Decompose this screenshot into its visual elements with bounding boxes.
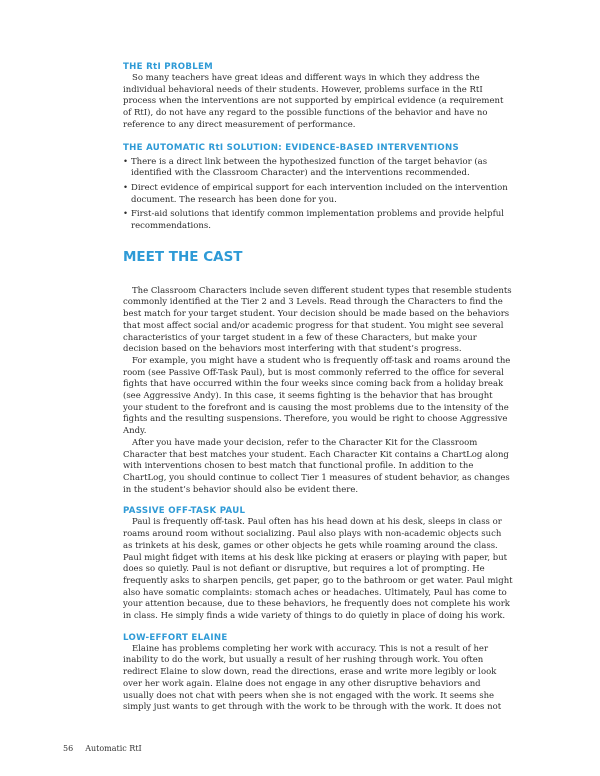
cast-paragraph: For example, you might have a student who is frequently off-task and roams around the room (see Passive Off-Task Paul), but is most commonly referred to the office for several fights that have occurred within the four weeks since coming back from a holiday break (see Aggressive Andy). In this case, it seems fighting is the behavior that has brought your student to the forefront and is causing the most problems due to the intensity of the fights and the resulting suspensions. Therefore, you would be right to choose Aggressive Andy. <box>123 355 511 437</box>
bullet-icon: • <box>123 156 129 167</box>
elaine-section <box>123 633 513 714</box>
meet-the-cast-heading: MEET THE CAST <box>123 248 243 265</box>
paul-heading: PASSIVE OFF-TASK PAUL <box>123 506 246 517</box>
paul-body: Paul is frequently off-task. Paul often has his head down at his desk, sleeps in class or roams around room without socializing. Paul also plays with non-academic objects such as trinkets at his desk, games or other objects he gets while roaming around the class. Paul might fidget with items at his desk like picking at erasers or playing with paper, but does so quietly. Paul is not defiant or disruptive, but requires a lot of prompting. He frequently asks to sharpen pencils, get paper, go to the bathroom or get water. Paul might also have somatic complaints: stomach aches or headaches. Ultimately, Paul has come to your attention because, due to these behaviors, he frequently does not complete his work in class. He simply finds a wide variety of things to do quietly in place of doing his work. <box>123 517 513 622</box>
page-content <box>123 62 513 714</box>
elaine-heading: LOW-EFFORT ELAINE <box>123 632 228 643</box>
rti-problem-heading: THE RtI PROBLEM <box>123 62 214 72</box>
list-item: • Direct evidence of empirical support for each intervention included on the intervention document. The research has been done for you. <box>123 182 508 205</box>
cast-paragraph: After you have made your decision, refer to the Character Kit for the Classroom Character that best matches your student. Each Character Kit contains a ChartLog along with interventions chosen to best match that functional profile. In addition to the ChartLog, you should continue to collect Tier 1 measures of student behavior, as changes in the student’s behavior should also be evident there. <box>123 437 510 495</box>
cast-paragraph: The Classroom Characters include seven different student types that resemble students commonly identified at the Tier 2 and 3 Levels. Read through the Characters to find the best match for your target student. Your decision should be made based on the behaviors that most affect social and/or academic progress for that student. You might see several characteristics of your target student in a few of these Characters, but make your decision based on the behaviors most interfering with that student’s progress. <box>123 285 512 355</box>
rti-solution-list <box>123 157 513 233</box>
list-item: • First-aid solutions that identify common implementation problems and provide helpful recommendations. <box>123 209 504 232</box>
list-item: • There is a direct link between the hypothesized function of the target behavior (as identified with the Classroom Character) and the interventions recommended. <box>123 156 488 179</box>
rti-problem-section <box>123 62 513 132</box>
bullet-icon: • <box>123 182 129 193</box>
page-number: 56 <box>63 744 74 753</box>
paul-section <box>123 506 513 622</box>
rti-solution-heading: THE AUTOMATIC RtI SOLUTION: EVIDENCE-BASED INTERVENTIONS <box>123 142 459 153</box>
rti-problem-body: So many teachers have great ideas and different ways in which they address the individual behavioral needs of their students. However, problems surface in the RtI process when the interventions are not supported by empirical evidence (a requirement of RtI), do not have any regard to the possible functions of the behavior and have no reference to any direct measurement of performance. <box>123 73 504 130</box>
meet-the-cast-section <box>123 286 513 497</box>
rti-solution-section <box>123 143 513 233</box>
book-title: Automatic RtI <box>85 744 142 753</box>
bullet-icon: • <box>123 209 129 220</box>
page-footer <box>63 744 142 753</box>
elaine-body: Elaine has problems completing her work with accuracy. This is not a result of her inability to do the work, but usually a result of her rushing through work. You often redirect Elaine to slow down, read the directions, erase and write more legibly or look over her work again. Elaine does not engage in any other disruptive behaviors and usually does not chat with peers when she is not engaged with the work. It seems she simply just wants to get through with the work to be through with the work. It does not <box>123 643 502 713</box>
